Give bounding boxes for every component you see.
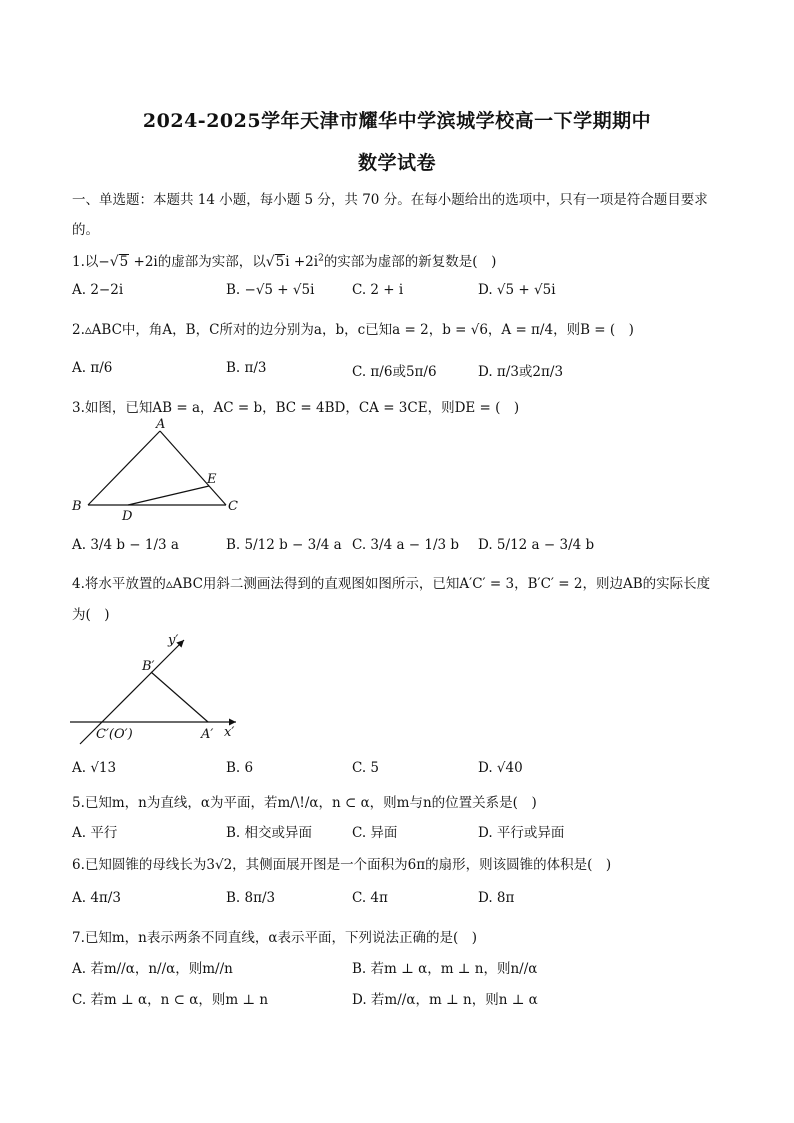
- question-4-line2: 为( ): [72, 607, 110, 623]
- q4-option-d[interactable]: D. √40: [478, 760, 523, 776]
- label-y-axis: y′: [168, 633, 179, 648]
- line-ac: [160, 431, 226, 505]
- exam-title: 2024-2025学年天津市耀华中学滨城学校高一下学期期中: [142, 110, 652, 132]
- q7-option-b[interactable]: B. 若m ⊥ α，m ⊥ n，则n//α: [352, 961, 538, 977]
- q1-option-b[interactable]: B. −√5 + √5i: [226, 282, 315, 298]
- section-heading-line1: 一、单选题：本题共 14 小题，每小题 5 分，共 70 分。在每小题给出的选项中，只有一项是符合题目要求: [72, 192, 708, 208]
- line-b-a: [151, 672, 208, 722]
- q4-option-b[interactable]: B. 6: [226, 760, 254, 776]
- line-de: [128, 486, 209, 505]
- q5-option-d[interactable]: D. 平行或异面: [478, 825, 565, 841]
- q4-option-c[interactable]: C. 5: [352, 760, 380, 776]
- q2-option-b[interactable]: B. π/3: [226, 360, 267, 376]
- q3-option-d[interactable]: D. 5/12 a − 3/4 b: [478, 537, 595, 553]
- q5-option-c[interactable]: C. 异面: [352, 825, 398, 841]
- label-a: A: [156, 417, 166, 432]
- q1-option-a[interactable]: A. 2−2i: [72, 282, 124, 298]
- q7-option-d[interactable]: D. 若m//α，m ⊥ n，则n ⊥ α: [352, 992, 538, 1008]
- label-e: E: [207, 472, 217, 487]
- q1-option-d[interactable]: D. √5 + √5i: [478, 282, 556, 298]
- question-1: 1.以−√5 +2i的虚部为实部，以$√5i +2i^2$的实部为虚部的新复数是( ): [72, 253, 497, 270]
- q6-option-c[interactable]: C. 4π: [352, 890, 388, 906]
- question-5: 5.已知m，n为直线，α为平面，若m/\!/α，n ⊂ α，则m与n的位置关系是( ): [72, 795, 537, 811]
- q1-option-c[interactable]: C. 2 + i: [352, 282, 404, 298]
- question-4-line1: 4.将水平放置的▵ABC用斜二测画法得到的直观图如图所示，已知A′C′ = 3，B′C′ = 2，则边AB的实际长度: [72, 576, 711, 592]
- q3-option-b[interactable]: B. 5/12 b − 3/4 a: [226, 537, 342, 553]
- question-3: 3.如图，已知AB = a，AC = b，BC = 4BD，CA = 3CE，则DE = ( ): [72, 400, 520, 416]
- question-6: 6.已知圆锥的母线长为3√2，其侧面展开图是一个面积为6π的扇形，则该圆锥的体积是( ): [72, 857, 612, 873]
- q6-option-a[interactable]: A. 4π/3: [72, 890, 121, 906]
- label-b: B: [72, 499, 82, 514]
- q2-option-c[interactable]: C. π/6或5π/6: [352, 364, 437, 380]
- line-ab: [88, 431, 160, 505]
- q1-text-b: +2i的虚部为实部，以: [133, 254, 266, 270]
- triangle-figure: [70, 415, 250, 525]
- label-a-prime: A′: [201, 727, 214, 742]
- q1-text-d: 的实部为虚部的新复数是( ): [323, 254, 497, 270]
- label-c: C: [228, 499, 238, 514]
- question-7: 7.已知m，n表示两条不同直线，α表示平面，下列说法正确的是( ): [72, 930, 478, 946]
- oblique-axes-figure: [68, 630, 268, 750]
- q5-option-b[interactable]: B. 相交或异面: [226, 825, 313, 841]
- label-d: D: [122, 509, 133, 524]
- section-heading-line2: 的。: [72, 222, 99, 238]
- question-2: 2.▵ABC中，角A，B，C所对的边分别为a，b，c已知a = 2，b = √6，A = π/4，则B = ( ): [72, 322, 634, 338]
- label-c-origin: C′(O′): [96, 727, 133, 742]
- q7-option-a[interactable]: A. 若m//α，n//α，则m//n: [72, 961, 233, 977]
- q2-option-d[interactable]: D. π/3或2π/3: [478, 364, 564, 380]
- q6-option-b[interactable]: B. 8π/3: [226, 890, 276, 906]
- q2-option-a[interactable]: A. π/6: [72, 360, 113, 376]
- label-b-prime: B′: [142, 659, 155, 674]
- q6-option-d[interactable]: D. 8π: [478, 890, 515, 906]
- q7-option-c[interactable]: C. 若m ⊥ α，n ⊂ α，则m ⊥ n: [72, 992, 269, 1008]
- q1-text-c: i +2i: [285, 254, 319, 270]
- q3-option-c[interactable]: C. 3/4 a − 1/3 b: [352, 537, 460, 553]
- q1-text-a: 1.以: [72, 254, 99, 270]
- exam-subtitle: 数学试卷: [357, 152, 436, 174]
- q4-option-a[interactable]: A. √13: [72, 760, 117, 776]
- q3-option-a[interactable]: A. 3/4 b − 1/3 a: [72, 537, 179, 553]
- q5-option-a[interactable]: A. 平行: [72, 825, 118, 841]
- label-x-axis: x′: [224, 725, 235, 740]
